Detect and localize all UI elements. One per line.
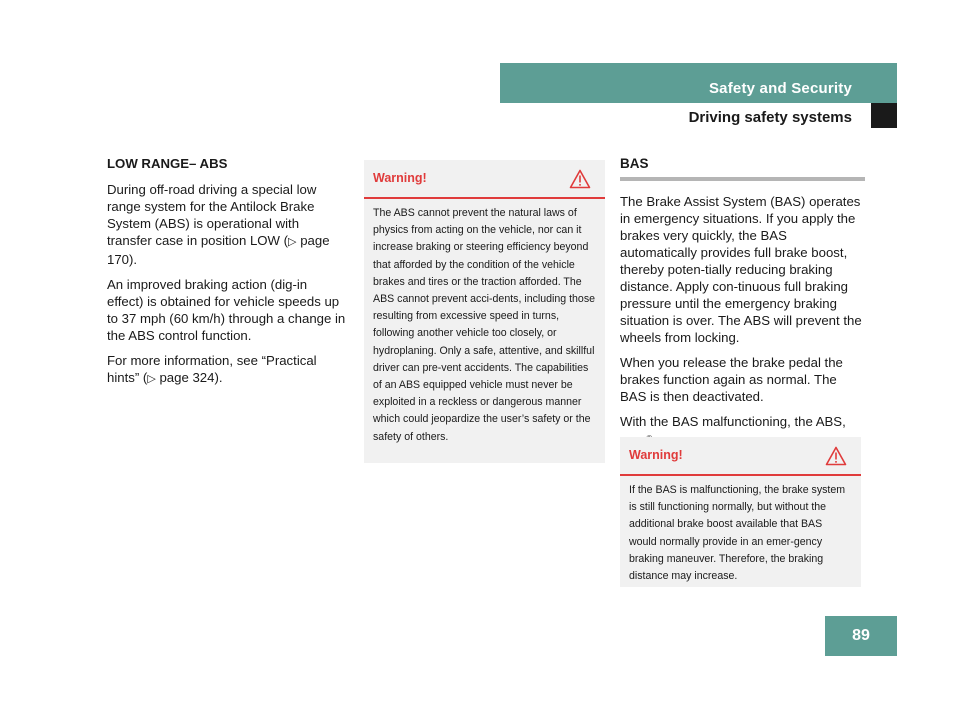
warning-triangle-icon	[569, 169, 591, 189]
practical-hints-paragraph: For more information, see “Practical hints” (▷ page 324).	[107, 353, 317, 385]
low-range-abs-heading: LOW RANGE– ABS	[107, 156, 228, 171]
bas-paragraph: The Brake Assist System (BAS) operates in emergency situations. If you apply the brakes very quickly, the BAS automatically provides full brake boost, thereby poten-tially reducing braking distance. Apply con-tinuous full braking pressure until the emergency braking situation is over. The ABS will prevent the wheels from locking.	[620, 194, 862, 345]
page-number: 89	[825, 616, 897, 656]
warning-triangle-icon	[825, 446, 847, 466]
warning-text: The ABS cannot prevent the natural laws of physics from acting on the vehicle, nor can it increase braking or steering efficiency beyond that afforded by the condition of the vehicle brakes and tires or the traction afforded. The ABS cannot prevent acci-dents, including those resulting from excessive speed in turns, following another vehicle too closely, or hydroplaning. Only a safe, attentive, and skillful driver can pre-vent accidents. The capabilities of an ABS equipped vehicle must never be exploited in a reckless or dangerous manner which could jeopardize the user’s safety or the safety of others.	[373, 207, 596, 443]
page-reference-arrow-icon: ▷	[288, 236, 297, 248]
bas-heading: BAS	[620, 156, 649, 171]
right-column	[620, 155, 865, 458]
bas-release-paragraph: When you release the brake pedal the brakes function again as normal. The BAS is then deactivated.	[620, 355, 843, 404]
page-reference-arrow-icon: ▷	[147, 373, 156, 385]
warning-text: If the BAS is malfunctioning, the brake system is still functioning normally, but without the additional brake boost available that BAS would normally provide in an emer-gency braking maneuver. Therefore, the braking distance may increase.	[629, 484, 846, 583]
left-column	[107, 155, 347, 396]
section-title: Safety and Security	[708, 80, 852, 97]
warning-header	[364, 160, 605, 199]
warning-header	[620, 437, 861, 476]
subsection-title: Driving safety systems	[688, 109, 852, 126]
section-marker	[871, 103, 897, 128]
page-reference-link[interactable]: page 170).	[107, 233, 330, 267]
bas-warning-box	[620, 437, 861, 587]
abs-warning-box	[364, 160, 605, 463]
warning-label: Warning!	[373, 171, 427, 185]
dig-in-paragraph: An improved braking action (dig-in effect) is obtained for vehicle speeds up to 37 mph (60 km/h) through a change in the ABS control function.	[107, 277, 346, 343]
low-range-paragraph: During off-road driving a special low range system for the Antilock Brake System (ABS) is operational with transfer case in position LOW (▷ page 170).	[107, 182, 330, 267]
heading-rule	[620, 177, 865, 181]
warning-label: Warning!	[629, 448, 683, 462]
bas-malfunction-paragraph: With the BAS malfunctioning, the ABS,	[620, 413, 865, 450]
page-reference-link[interactable]: page 324).	[159, 370, 223, 385]
